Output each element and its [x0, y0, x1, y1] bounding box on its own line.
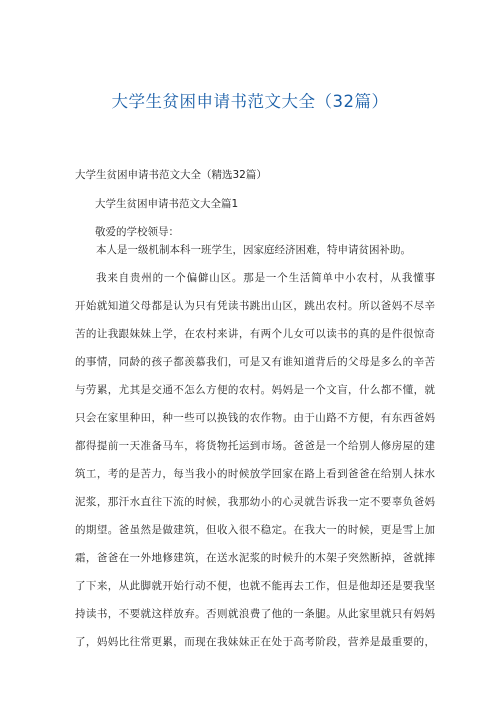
document-subtitle: 大学生贫困申请书范文大全（精选32篇） [75, 169, 267, 181]
chapter-heading: 大学生贫困申请书范文大全篇1 [95, 198, 239, 210]
body-line: 霜，爸爸在一外地修建筑，在送水泥浆的时候升的木架子突然断掉，爸就摔 [75, 552, 435, 564]
body-line: 持读书，不要就这样放弃。否则就浪费了他的一条腿。从此家里就只有妈妈 [75, 608, 435, 620]
document-title: 大学生贫困申请书范文大全（32篇） [111, 92, 389, 111]
body-line: 了下来，从此脚就开始行动不便，也就不能再去工作，但是他却还是要我坚 [75, 580, 435, 592]
body-line: 的期望。爸虽然是做建筑，但收入很不稳定。在我大一的时候，更是雪上加 [75, 524, 435, 536]
body-line: 与劳累，尤其是交通不怎么方便的农村。妈妈是一个文盲，什么都不懂，就 [75, 384, 435, 396]
body-line: 筑工，考的是苦力，每当我小的时候放学回家在路上看到爸爸在给别人抹水 [75, 468, 435, 480]
body-line: 泥浆，那汗水直往下流的时候，我那幼小的心灵就告诉我一定不要辜负爸妈 [75, 496, 435, 508]
body-line: 了，妈妈比往常更累，而现在我妹妹正在处于高考阶段，营养是最重要的， [75, 636, 435, 648]
body-line: 的事情，同龄的孩子都羡慕我们，可是又有谁知道背后的父母是多么的辛苦 [75, 356, 435, 368]
salutation: 敬爱的学校领导： [95, 226, 179, 238]
body-line: 开始就知道父母都是认为只有凭读书跳出山区，跳出农村。所以爸妈不尽辛 [75, 300, 435, 312]
intro-paragraph: 本人是一级机制本科一班学生，因家庭经济困难，特申请贫困补助。 [96, 244, 411, 256]
body-line: 苦的让我跟妹妹上学，在农村来讲，有两个儿女可以读书的真的是件很惊奇 [75, 328, 435, 340]
body-line: 只会在家里种田，种一些可以换钱的农作物。由于山路不方便，有东西爸妈 [75, 412, 435, 424]
body-line: 我来自贵州的一个偏僻山区。那是一个生活简单中小农村，从我懂事 [96, 272, 435, 284]
body-line: 都得提前一天准备马车，将货物托运到市场。爸爸是一个给别人修房屋的建 [75, 440, 435, 452]
